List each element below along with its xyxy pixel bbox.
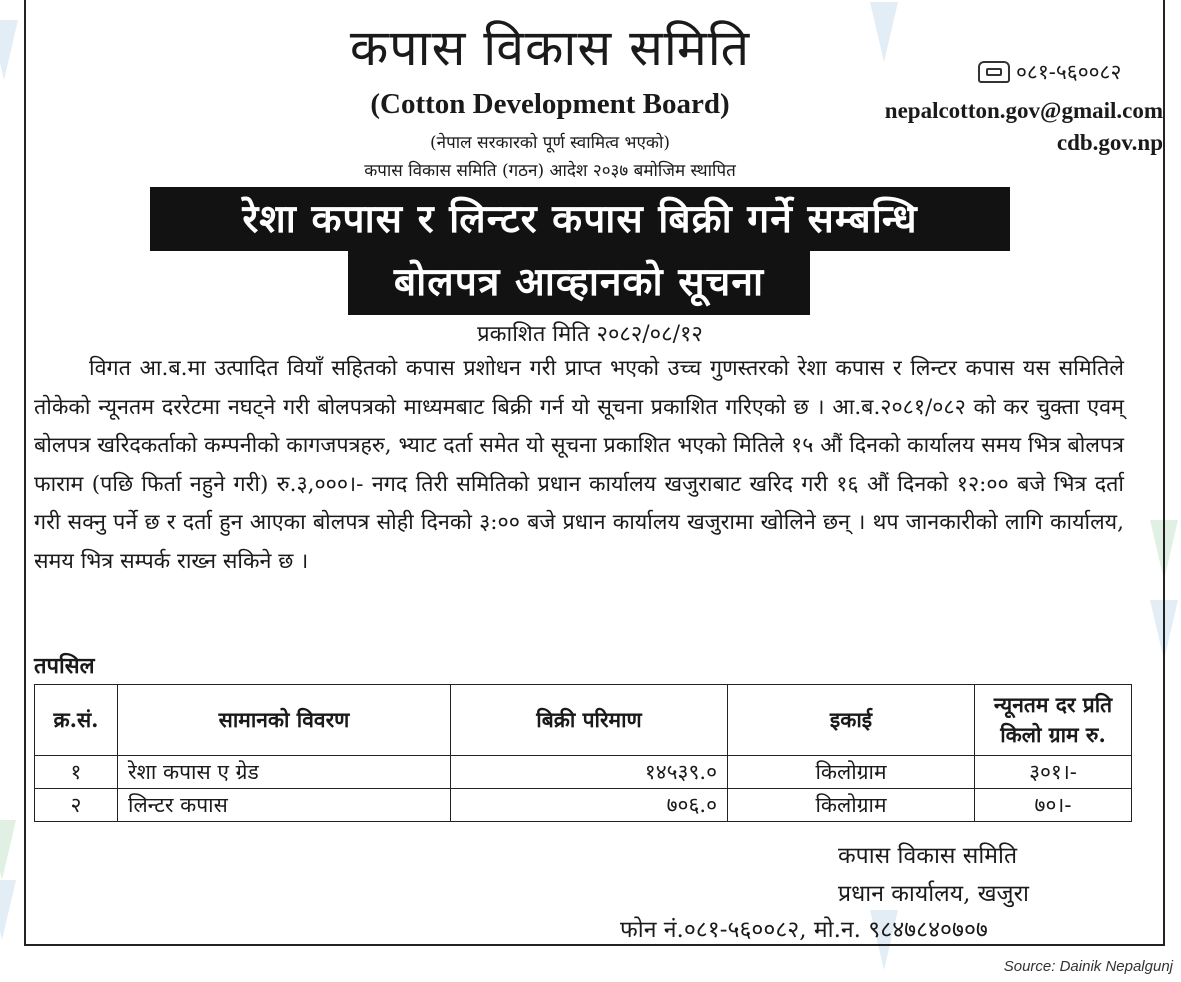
row-sn: १	[35, 756, 118, 789]
row-unit: किलोग्राम	[728, 789, 975, 822]
source-credit: Source: Dainik Nepalgunj	[1003, 958, 1173, 975]
notice-title-line-1: रेशा कपास र लिन्टर कपास बिक्री गर्ने सम्बन्धि	[150, 187, 1010, 251]
notice-title-line-2: बोलपत्र आव्हानको सूचना	[348, 251, 810, 315]
watermark-shape	[0, 820, 16, 880]
header-unit: इकाई	[728, 685, 975, 756]
header-rate-line-2: किलो ग्राम रु.	[1000, 722, 1106, 747]
row-sn: २	[35, 789, 118, 822]
org-name-english: (Cotton Development Board)	[370, 88, 730, 120]
items-table	[34, 684, 1132, 822]
row-rate: ३०१।-	[975, 756, 1132, 789]
published-date: प्रकाशित मिति २०८२/०८/१२	[477, 322, 703, 347]
row-rate: ७०।-	[975, 789, 1132, 822]
ownership-line: (नेपाल सरकारको पूर्ण स्वामित्व भएको)	[430, 133, 670, 153]
row-description: लिन्टर कपास	[118, 789, 451, 822]
signature-office: प्रधान कार्यालय, खजुरा	[838, 881, 1029, 907]
header-sn: क्र.सं.	[35, 685, 118, 756]
header-rate	[975, 685, 1132, 756]
table-header-row	[35, 685, 1132, 756]
telephone-icon	[978, 61, 1010, 83]
row-quantity: १४५३९.०	[451, 756, 728, 789]
row-quantity: ७०६.०	[451, 789, 728, 822]
header-description: सामानको विवरण	[118, 685, 451, 756]
row-unit: किलोग्राम	[728, 756, 975, 789]
watermark-shape	[0, 880, 16, 940]
establishment-line: कपास विकास समिति (गठन) आदेश २०३७ बमोजिम स्थापित	[364, 161, 736, 181]
signature-org: कपास विकास समिति	[838, 843, 1018, 869]
contact-website: cdb.gov.np	[1056, 130, 1163, 155]
table-row	[35, 789, 1132, 822]
contact-phone	[978, 58, 1121, 86]
signature-contact: फोन नं.०८१-५६००८२, मो.न. ९८४७८४०७०७	[620, 917, 988, 943]
header-quantity: बिक्री परिमाण	[451, 685, 728, 756]
phone-number: ०८१-५६००८२	[1016, 60, 1122, 84]
row-description: रेशा कपास ए ग्रेड	[118, 756, 451, 789]
table-row	[35, 756, 1132, 789]
notice-body: विगत आ.ब.मा उत्पादित वियाँ सहितको कपास प्रशोधन गरी प्राप्त भएको उच्च गुणस्तरको रेशा कपास र लिन्टर कपास यस समितिले तोकेको न्यूनतम दररेटमा नघट्ने गरी बोलपत्रको माध्यमबाट बिक्री गर्न यो सूचना प्रकाशित गरिएको छ । आ.ब.२०८१/०८२ को कर चुक्ता एवम् बोलपत्र खरिदकर्ताको कम्पनीको कागजपत्रहरु, भ्याट दर्ता समेत यो सूचना प्रकाशित भएको मितिले १५ औं दिनको कार्यालय समय भित्र बोलपत्र फाराम (पछि फिर्ता नहुने गरी) रु.३,०००।- नगद तिरी समितिको प्रधान कार्यालय खजुराबाट खरिद गरी १६ औं दिनको १२:०० बजे भित्र दर्ता गरी सक्नु पर्ने छ र दर्ता हुन आएका बोलपत्र सोही दिनको ३:०० बजे प्रधान कार्यालय खजुरामा खोलिने छन् । थप जानकारीको लागि कार्यालय, समय भित्र सम्पर्क राख्न सकिने छ ।	[34, 356, 1124, 574]
watermark-shape	[0, 20, 18, 80]
contact-email: nepalcotton.gov@gmail.com	[884, 98, 1163, 123]
header-rate-line-1: न्यूनतम दर प्रति	[993, 692, 1113, 717]
org-name-nepali: कपास विकास समिति	[349, 19, 751, 77]
table-caption: तपसिल	[34, 653, 95, 679]
